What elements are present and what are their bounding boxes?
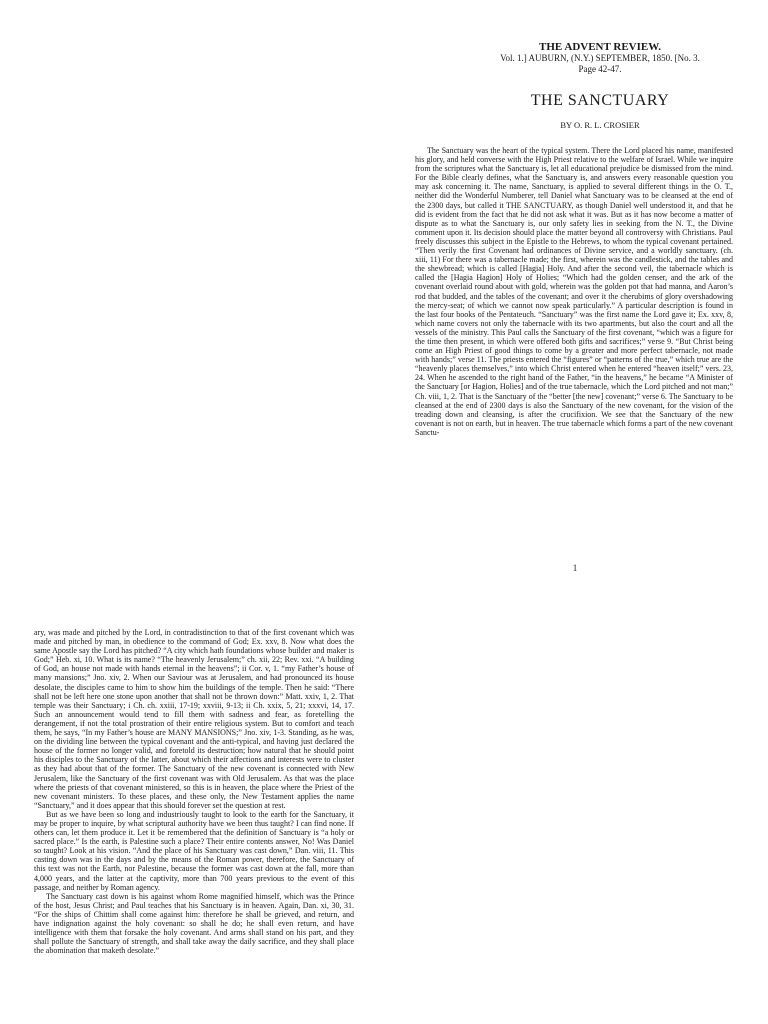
- body-column-page-one: [415, 146, 733, 554]
- page-two: [0, 622, 768, 1024]
- article-title: THE SANCTUARY: [530, 92, 670, 109]
- paragraph: ary, was made and pitched by the Lord, in contradistinction to that of the first covenant which was made and pitched by man, in obedience to the command of God; Ex. xxv, 8. Now what does the same Apostle say the Lord has pitched? “A city which hath foundations whose builder and maker is God;” Heb. xi, 10. What is its name? “The heavenly Jerusalem;” ch. xii, 22; Rev. xxi. “A building of God, an house not made with hands eternal in the heavens”; ii Cor. v, 1. “my Father’s house of many mansions;” Jno. xiv, 2. When our Saviour was at Jerusalem, and had pronounced its house desolate, the disciples came to him to show him the buildings of the temple. Then he said: “There shall not be left here one stone upon another that shall not be thrown down:” Matt. xxiv, 1, 2. That temple was their Sanctuary; i Ch. ch. xxiii, 17-19; xxviii, 9-13; ii Ch. xxix, 5, 21; xxxvi, 14, 17. Such an announcement would tend to fill them with sadness and fear, as foretelling the derangement, if not the total prostration of their entire religious system. But to comfort and teach them, he says, “In my Father’s house are MANY MANSIONS;” Jno. xiv, 1-3. Standing, as he was, on the dividing line between the typical covenant and the anti-typical, and having just declared the house of the former no longer valid, and foretold its destruction; how natural that he should point his disciples to the Sanctuary of the latter, about which their affections and interests were to cluster as they had about that of the former. The Sanctuary of the new covenant is connected with New Jerusalem, like the Sanctuary of the first covenant was with Old Jerusalem. As that was the place where the priests of that covenant ministered, so this is in heaven, the place where the Priest of the new covenant ministers. To these places, and these only, the New Testament applies the name “Sanctuary,” and it does appear that this should forever set the question at rest.: [34, 628, 354, 810]
- issue-line: Vol. 1.] AUBURN, (N.Y.) SEPTEMBER, 1850. [No. 3.: [500, 53, 700, 63]
- page-number: 1: [572, 563, 578, 573]
- paragraph: The Sanctuary was the heart of the typical system. There the Lord placed his name, manifested his glory, and held converse with the High Priest relative to the welfare of Israel. While we inquire from the scriptures what the Sanctuary is, let all educational prejudice be dismissed from the mind. For the Bible clearly defines, what the Sanctuary is, and answers every reasonable question you may ask concerning it. The name, Sanctuary, is applied to several different things in the O. T., neither did the Wonderful Numberer, tell Daniel what Sanctuary was to be cleansed at the end of the 2300 days, but called it THE SANCTUARY, as though Daniel well understood it, and that he did is evident from the fact that he did not ask what it was. But as it has now become a matter of dispute as to what the Sanctuary is, our only safety lies in seeking from the N. T., the Divine comment upon it. Its decision should place the matter beyond all controversy with Christians. Paul freely discusses this subject in the Epistle to the Hebrews, to whom the typical covenant pertained. “Then verily the first Covenant had ordinances of Divine service, and a worldly sanctuary. (ch. xiii, 11) For there was a tabernacle made; the first, wherein was the candlestick, and the tables and the shewbread; which is called [Hagia] Holy. And after the second veil, the tabernacle which is called the [Hagia Hagion] Holy of Holies; “Which had the golden censer, and the ark of the covenant overlaid round about with gold, wherein was the golden pot that had manna, and Aaron’s rod that budded, and the tables of the covenant; and over it the cherubims of glory overshadowing the mercy-seat; of which we cannot now speak particularly.” A particular description is found in the last four books of the Pentateuch. “Sanctuary” was the first name the Lord gave it; Ex. xxv, 8, which name covers not only the tabernacle with its two apartments, but also the court and all the vessels of the ministry. This Paul calls the Sanctuary of the first covenant, “which was a figure for the time then present, in which were offered both gifts and sacrifices;” verse 9. “But Christ being come an High Priest of good things to come by a greater and more perfect tabernacle, not made with hands;” verse 11. The priests entered the “figures” or “patterns of the true,” which true are the “heavenly places themselves,” into which Christ entered when he entered “heaven itself;” vers. 23, 24. When he ascended to the right hand of the Father, “in the heavens,” he became “A Minister of the Sanctuary [or Hagion, Holies] and of the true tabernacle, which the Lord pitched and not man;” Ch. viii, 1, 2. That is the Sanctuary of the “better [the new] covenant;” verse 6. The Sanctuary to be cleansed at the end of 2300 days is also the Sanctuary of the new covenant, for the vision of the treading down and cleansing, is after the crucifixion. We see that the Sanctuary of the new covenant is not on earth, but in heaven. The true tabernacle which forms a part of the new covenant Sanctu-: [415, 146, 733, 437]
- paragraph: But as we have been so long and industriously taught to look to the earth for the Sanctuary, it may be proper to inquire, by what scriptural authority have we been thus taught? I can find none. If others can, let them produce it. Let it be remembered that the definition of Sanctuary is “a holy or sacred place.” Is the earth, is Palestine such a place? Their entire contents answer, No! Was Daniel so taught? Look at his vision. “And the place of his Sanctuary was cast down,” Dan. viii, 11. This casting down was in the days and by the means of the Roman power, therefore, the Sanctuary of this text was not the Earth, nor Palestine, because the former was cast down at the fall, more than 4,000 years, and the latter at the captivity, more than 700 years previous to the event of this passage, and neither by Roman agency.: [34, 809, 354, 892]
- paragraph: The Sanctuary cast down is his against whom Rome magnified himself, which was the Prince of the host, Jesus Christ; and Paul teaches that his Sanctuary is in heaven. Again, Dan. xi, 30, 31. “For the ships of Chittim shall come against him: therefore he shall be grieved, and return, and have indignation against the holy covenant: so shall he do; he shall even return, and have intelligence with them that forsake the holy covenant. And arms shall stand on his part, and they shall pollute the Sanctuary of strength, and shall take away the daily sacrifice, and they shall place the abomination that maketh desolate.”: [34, 891, 354, 956]
- masthead: [455, 42, 745, 75]
- publication-title: THE ADVENT REVIEW.: [539, 41, 661, 53]
- body-column-page-two: [34, 628, 354, 1024]
- page-range: Page 42-47.: [578, 64, 622, 74]
- article-byline: BY O. R. L. CROSIER: [560, 120, 640, 130]
